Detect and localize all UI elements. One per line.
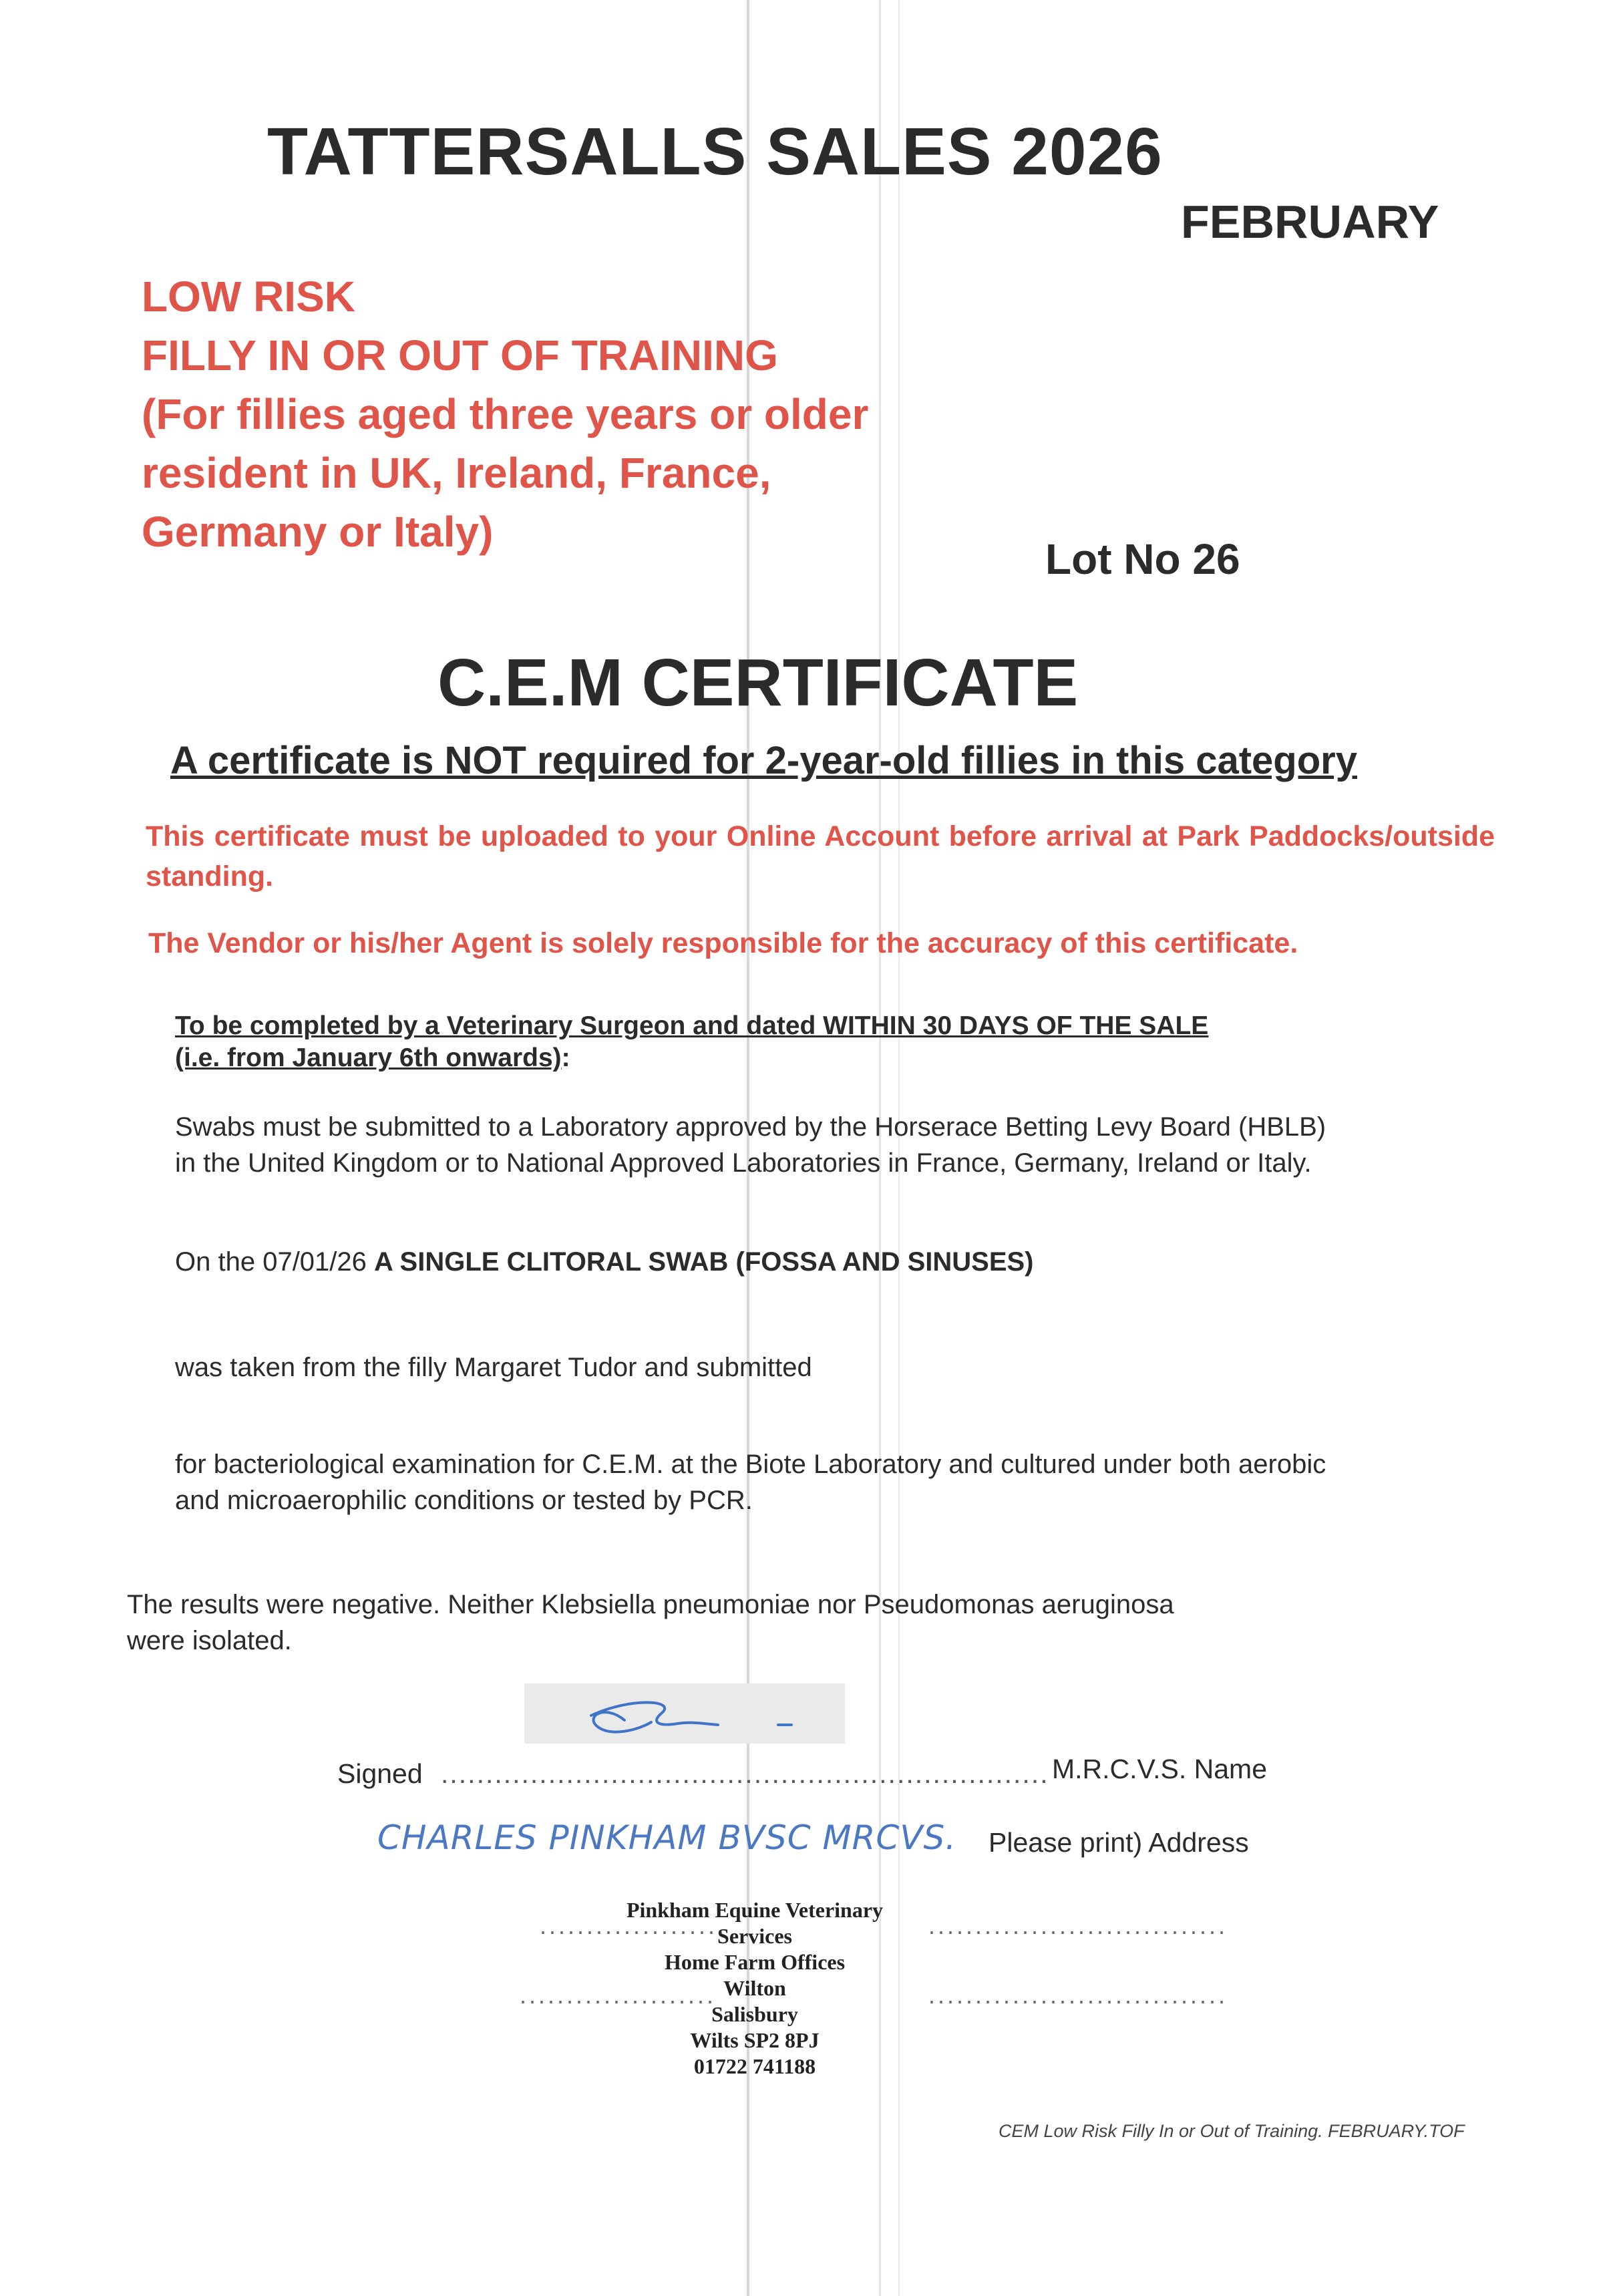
- stamp-line: Pinkham Equine Veterinary Services: [626, 1898, 884, 1948]
- vet-instruction-line: To be completed by a Veterinary Surgeon and dated WITHIN 30 DAYS OF THE SALE: [175, 1011, 1209, 1040]
- swab-date: 07/01/26: [262, 1247, 367, 1277]
- signature-image: [524, 1683, 845, 1744]
- sale-month: FEBRUARY: [1181, 196, 1439, 248]
- swab-type: A SINGLE CLITORAL SWAB (FOSSA AND SINUSES): [374, 1247, 1034, 1277]
- results-line: were isolated.: [127, 1626, 292, 1655]
- vet-instruction-colon: :: [561, 1043, 570, 1072]
- bacteriological-line: and microaerophilic conditions or tested by PCR.: [175, 1486, 753, 1515]
- swab-date-prefix: On the: [175, 1247, 256, 1277]
- vet-instruction: [175, 1010, 1208, 1074]
- category-line: (For fillies aged three years or older: [142, 390, 869, 438]
- taken-from-line: was taken from the filly Margaret Tudor and submitted: [175, 1353, 812, 1382]
- swabs-line: in the United Kingdom or to National Approved Laboratories in France, Germany, Ireland or Italy.: [175, 1148, 1312, 1178]
- address-dotted-line: ................................: [928, 1912, 1228, 1939]
- swab-date-line: [175, 1244, 1034, 1280]
- bacteriological-line: for bacteriological examination for C.E.M. at the Biote Laboratory and cultured under both aerobic: [175, 1450, 1326, 1479]
- address-dotted-line: ................................: [928, 1981, 1228, 2009]
- category-block: [142, 267, 868, 561]
- vet-instruction-line: (i.e. from January 6th onwards): [175, 1043, 562, 1072]
- stamp-line: Wilts SP2 8PJ: [690, 2028, 820, 2052]
- upload-notice: This certificate must be uploaded to your Online Account before arrival at Park Paddocks/outside standing.: [146, 820, 1495, 892]
- not-required-notice: A certificate is NOT required for 2-year-old fillies in this category: [170, 739, 1357, 782]
- category-line: resident in UK, Ireland, France,: [142, 449, 771, 497]
- swabs-line: Swabs must be submitted to a Laboratory approved by the Horserace Betting Levy Board (HBLB): [175, 1112, 1326, 1142]
- stamp-line: Salisbury: [711, 2002, 798, 2026]
- category-line: LOW RISK: [142, 273, 355, 321]
- address-dotted-line: ....................: [540, 1912, 727, 1939]
- signed-label: Signed: [337, 1758, 423, 1789]
- sale-title: TATTERSALLS SALES 2026: [267, 114, 1163, 189]
- certificate-title: C.E.M CERTIFICATE: [437, 645, 1079, 720]
- address-dotted-line: .....................: [520, 1981, 717, 2009]
- stamp-line: Home Farm Offices: [664, 1950, 846, 1974]
- category-line: Germany or Italy): [142, 508, 494, 556]
- document-footer: CEM Low Risk Filly In or Out of Training. FEBRUARY.TOF: [999, 2121, 1465, 2141]
- category-line: FILLY IN OR OUT OF TRAINING: [142, 331, 778, 379]
- bacteriological-paragraph: [175, 1446, 1326, 1518]
- address-label: Please print) Address: [989, 1827, 1249, 1858]
- vendor-notice: The Vendor or his/her Agent is solely responsible for the accuracy of this certificate.: [148, 927, 1298, 959]
- stamp-line: Wilton: [723, 1976, 786, 2000]
- signature-dotted-line: ....................................................................: [441, 1758, 1049, 1789]
- results-paragraph: [127, 1587, 1174, 1659]
- signature-scribble: [524, 1683, 845, 1744]
- vet-name-handwritten: CHARLES PINKHAM BVSC MRCVS.: [377, 1818, 957, 1857]
- lot-number: Lot No 26: [1045, 535, 1240, 583]
- stamp-line: 01722 741188: [693, 2054, 816, 2078]
- swabs-paragraph: [175, 1109, 1326, 1181]
- mrcvs-name-label: M.R.C.V.S. Name: [1052, 1754, 1268, 1784]
- vet-practice-stamp: [588, 1897, 922, 2080]
- results-line: The results were negative. Neither Klebsiella pneumoniae nor Pseudomonas aeruginosa: [127, 1590, 1174, 1619]
